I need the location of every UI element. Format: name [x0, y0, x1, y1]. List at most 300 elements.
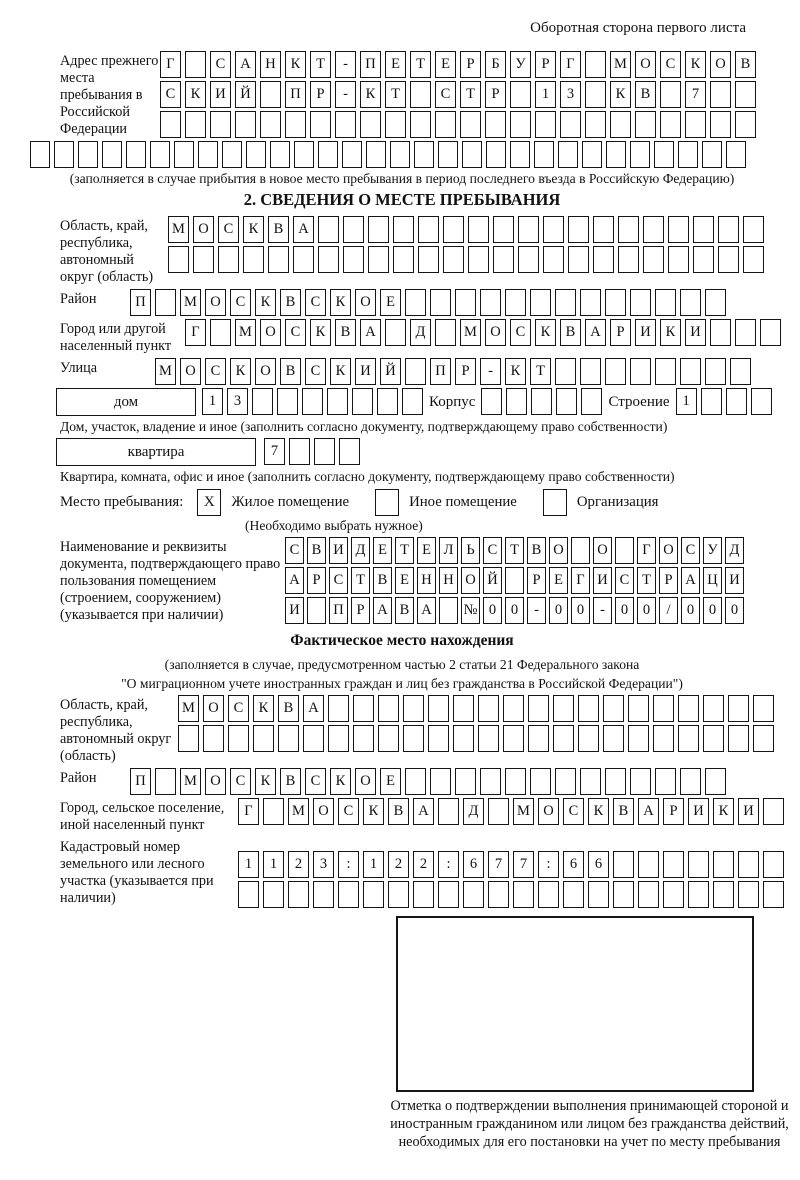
char-cell[interactable]: [613, 881, 634, 908]
char-cell[interactable]: [435, 111, 456, 138]
char-cell[interactable]: [605, 358, 626, 385]
char-cell[interactable]: Р: [351, 597, 370, 624]
char-cell[interactable]: П: [360, 51, 381, 78]
char-cell[interactable]: [678, 725, 699, 752]
char-cell[interactable]: [615, 537, 634, 564]
char-cell[interactable]: [342, 141, 362, 168]
char-cell[interactable]: [726, 141, 746, 168]
char-cell[interactable]: [168, 246, 189, 273]
char-cell[interactable]: Л: [439, 537, 458, 564]
char-cell[interactable]: С: [285, 537, 304, 564]
char-cell[interactable]: [505, 567, 524, 594]
char-cell[interactable]: [678, 695, 699, 722]
char-cell[interactable]: М: [168, 216, 189, 243]
char-cell[interactable]: [603, 725, 624, 752]
char-cell[interactable]: [705, 768, 726, 795]
char-cell[interactable]: Т: [530, 358, 551, 385]
char-cell[interactable]: 1: [676, 388, 697, 415]
char-cell[interactable]: Т: [637, 567, 656, 594]
char-cell[interactable]: П: [285, 81, 306, 108]
char-cell[interactable]: [414, 141, 434, 168]
char-cell[interactable]: А: [638, 798, 659, 825]
char-cell[interactable]: №: [461, 597, 480, 624]
char-cell[interactable]: О: [313, 798, 334, 825]
char-cell[interactable]: [54, 141, 74, 168]
char-cell[interactable]: [443, 246, 464, 273]
char-cell[interactable]: С: [210, 51, 231, 78]
char-cell[interactable]: [505, 768, 526, 795]
char-cell[interactable]: [588, 881, 609, 908]
char-cell[interactable]: [735, 81, 756, 108]
char-cell[interactable]: [185, 51, 206, 78]
char-cell[interactable]: [366, 141, 386, 168]
char-cell[interactable]: Р: [527, 567, 546, 594]
char-cell[interactable]: В: [268, 216, 289, 243]
char-cell[interactable]: Р: [535, 51, 556, 78]
char-cell[interactable]: [643, 246, 664, 273]
char-cell[interactable]: К: [253, 695, 274, 722]
char-cell[interactable]: [535, 111, 556, 138]
char-cell[interactable]: [263, 881, 284, 908]
char-cell[interactable]: [628, 725, 649, 752]
char-cell[interactable]: А: [303, 695, 324, 722]
char-cell[interactable]: [702, 141, 722, 168]
char-cell[interactable]: 1: [535, 81, 556, 108]
char-cell[interactable]: [613, 851, 634, 878]
char-cell[interactable]: [713, 851, 734, 878]
char-cell[interactable]: [263, 798, 284, 825]
char-cell[interactable]: [303, 725, 324, 752]
char-cell[interactable]: [743, 246, 764, 273]
char-cell[interactable]: О: [593, 537, 612, 564]
char-cell[interactable]: [438, 798, 459, 825]
char-cell[interactable]: М: [180, 768, 201, 795]
char-cell[interactable]: [585, 51, 606, 78]
char-cell[interactable]: [763, 798, 784, 825]
char-cell[interactable]: 2: [413, 851, 434, 878]
char-cell[interactable]: У: [703, 537, 722, 564]
char-cell[interactable]: Ь: [461, 537, 480, 564]
char-cell[interactable]: [763, 851, 784, 878]
char-cell[interactable]: [252, 388, 273, 415]
char-cell[interactable]: В: [735, 51, 756, 78]
char-cell[interactable]: :: [438, 851, 459, 878]
char-cell[interactable]: О: [538, 798, 559, 825]
char-cell[interactable]: [405, 768, 426, 795]
char-cell[interactable]: [260, 81, 281, 108]
char-cell[interactable]: [730, 358, 751, 385]
char-cell[interactable]: А: [235, 51, 256, 78]
char-cell[interactable]: К: [535, 319, 556, 346]
char-cell[interactable]: Н: [439, 567, 458, 594]
char-cell[interactable]: 3: [560, 81, 581, 108]
checkbox-organization[interactable]: [543, 489, 567, 516]
char-cell[interactable]: Р: [460, 51, 481, 78]
char-cell[interactable]: [593, 246, 614, 273]
char-cell[interactable]: О: [635, 51, 656, 78]
char-cell[interactable]: [493, 216, 514, 243]
char-cell[interactable]: [703, 725, 724, 752]
char-cell[interactable]: [488, 881, 509, 908]
char-cell[interactable]: [174, 141, 194, 168]
char-cell[interactable]: [728, 695, 749, 722]
char-cell[interactable]: [680, 289, 701, 316]
char-cell[interactable]: [738, 881, 759, 908]
char-cell[interactable]: [643, 216, 664, 243]
char-cell[interactable]: [760, 319, 781, 346]
char-cell[interactable]: П: [329, 597, 348, 624]
char-cell[interactable]: [718, 246, 739, 273]
char-cell[interactable]: [663, 881, 684, 908]
char-cell[interactable]: К: [588, 798, 609, 825]
char-cell[interactable]: И: [593, 567, 612, 594]
char-cell[interactable]: [393, 216, 414, 243]
char-cell[interactable]: [235, 111, 256, 138]
char-cell[interactable]: И: [329, 537, 348, 564]
char-cell[interactable]: Т: [395, 537, 414, 564]
char-cell[interactable]: [468, 216, 489, 243]
char-cell[interactable]: С: [230, 768, 251, 795]
char-cell[interactable]: С: [228, 695, 249, 722]
char-cell[interactable]: Т: [310, 51, 331, 78]
char-cell[interactable]: [580, 289, 601, 316]
char-cell[interactable]: [428, 695, 449, 722]
char-cell[interactable]: Е: [395, 567, 414, 594]
char-cell[interactable]: Т: [385, 81, 406, 108]
char-cell[interactable]: М: [288, 798, 309, 825]
char-cell[interactable]: [198, 141, 218, 168]
char-cell[interactable]: [530, 768, 551, 795]
char-cell[interactable]: [385, 111, 406, 138]
char-cell[interactable]: [385, 319, 406, 346]
char-cell[interactable]: [678, 141, 698, 168]
char-cell[interactable]: С: [435, 81, 456, 108]
char-cell[interactable]: [410, 81, 431, 108]
char-cell[interactable]: [403, 695, 424, 722]
char-cell[interactable]: [538, 881, 559, 908]
char-cell[interactable]: Г: [238, 798, 259, 825]
char-cell[interactable]: А: [681, 567, 700, 594]
char-cell[interactable]: [390, 141, 410, 168]
char-cell[interactable]: [581, 388, 602, 415]
char-cell[interactable]: [294, 141, 314, 168]
char-cell[interactable]: [430, 289, 451, 316]
char-cell[interactable]: Б: [485, 51, 506, 78]
char-cell[interactable]: [327, 388, 348, 415]
char-cell[interactable]: К: [610, 81, 631, 108]
char-cell[interactable]: С: [305, 358, 326, 385]
char-cell[interactable]: В: [280, 289, 301, 316]
char-cell[interactable]: [222, 141, 242, 168]
char-cell[interactable]: [318, 141, 338, 168]
char-cell[interactable]: [403, 725, 424, 752]
char-cell[interactable]: [580, 358, 601, 385]
char-cell[interactable]: Д: [725, 537, 744, 564]
char-cell[interactable]: К: [330, 768, 351, 795]
char-cell[interactable]: [228, 725, 249, 752]
char-cell[interactable]: С: [563, 798, 584, 825]
char-cell[interactable]: [353, 695, 374, 722]
char-cell[interactable]: В: [373, 567, 392, 594]
char-cell[interactable]: 0: [681, 597, 700, 624]
char-cell[interactable]: 7: [685, 81, 706, 108]
char-cell[interactable]: [393, 246, 414, 273]
char-cell[interactable]: [710, 81, 731, 108]
char-cell[interactable]: [246, 141, 266, 168]
char-cell[interactable]: [288, 881, 309, 908]
char-cell[interactable]: В: [280, 358, 301, 385]
char-cell[interactable]: [453, 695, 474, 722]
char-cell[interactable]: -: [480, 358, 501, 385]
char-cell[interactable]: Т: [460, 81, 481, 108]
char-cell[interactable]: [463, 881, 484, 908]
char-cell[interactable]: [293, 246, 314, 273]
char-cell[interactable]: [150, 141, 170, 168]
char-cell[interactable]: [428, 725, 449, 752]
char-cell[interactable]: [506, 388, 527, 415]
char-cell[interactable]: 7: [264, 438, 285, 465]
char-cell[interactable]: К: [310, 319, 331, 346]
char-cell[interactable]: А: [293, 216, 314, 243]
char-cell[interactable]: [555, 768, 576, 795]
char-cell[interactable]: [705, 289, 726, 316]
char-cell[interactable]: К: [185, 81, 206, 108]
char-cell[interactable]: [738, 851, 759, 878]
char-cell[interactable]: [555, 289, 576, 316]
char-cell[interactable]: [178, 725, 199, 752]
char-cell[interactable]: [668, 216, 689, 243]
char-cell[interactable]: М: [180, 289, 201, 316]
char-cell[interactable]: [410, 111, 431, 138]
char-cell[interactable]: М: [460, 319, 481, 346]
char-cell[interactable]: [543, 246, 564, 273]
char-cell[interactable]: [638, 881, 659, 908]
char-cell[interactable]: [478, 725, 499, 752]
char-cell[interactable]: [618, 246, 639, 273]
char-cell[interactable]: И: [688, 798, 709, 825]
char-cell[interactable]: 2: [288, 851, 309, 878]
char-cell[interactable]: [680, 358, 701, 385]
char-cell[interactable]: [530, 289, 551, 316]
char-cell[interactable]: [655, 358, 676, 385]
char-cell[interactable]: [585, 81, 606, 108]
char-cell[interactable]: /: [659, 597, 678, 624]
char-cell[interactable]: О: [710, 51, 731, 78]
char-cell[interactable]: [558, 141, 578, 168]
char-cell[interactable]: М: [155, 358, 176, 385]
char-cell[interactable]: П: [130, 289, 151, 316]
char-cell[interactable]: -: [335, 51, 356, 78]
char-cell[interactable]: Д: [410, 319, 431, 346]
char-cell[interactable]: И: [725, 567, 744, 594]
char-cell[interactable]: [563, 881, 584, 908]
char-cell[interactable]: [534, 141, 554, 168]
char-cell[interactable]: С: [660, 51, 681, 78]
char-cell[interactable]: [553, 725, 574, 752]
char-cell[interactable]: П: [130, 768, 151, 795]
char-cell[interactable]: У: [510, 51, 531, 78]
char-cell[interactable]: [486, 141, 506, 168]
char-cell[interactable]: [510, 111, 531, 138]
char-cell[interactable]: [343, 246, 364, 273]
char-cell[interactable]: О: [485, 319, 506, 346]
char-cell[interactable]: [655, 768, 676, 795]
char-cell[interactable]: Е: [373, 537, 392, 564]
char-cell[interactable]: [203, 725, 224, 752]
char-cell[interactable]: 3: [227, 388, 248, 415]
char-cell[interactable]: 3: [313, 851, 334, 878]
char-cell[interactable]: О: [549, 537, 568, 564]
char-cell[interactable]: [318, 246, 339, 273]
char-cell[interactable]: [605, 768, 626, 795]
char-cell[interactable]: О: [180, 358, 201, 385]
char-cell[interactable]: В: [527, 537, 546, 564]
char-cell[interactable]: [568, 216, 589, 243]
char-cell[interactable]: И: [210, 81, 231, 108]
char-cell[interactable]: К: [713, 798, 734, 825]
char-cell[interactable]: [278, 725, 299, 752]
char-cell[interactable]: [713, 881, 734, 908]
char-cell[interactable]: [30, 141, 50, 168]
char-cell[interactable]: [155, 768, 176, 795]
char-cell[interactable]: К: [255, 289, 276, 316]
char-cell[interactable]: [443, 216, 464, 243]
char-cell[interactable]: [218, 246, 239, 273]
char-cell[interactable]: М: [178, 695, 199, 722]
char-cell[interactable]: [654, 141, 674, 168]
char-cell[interactable]: К: [363, 798, 384, 825]
char-cell[interactable]: А: [360, 319, 381, 346]
char-cell[interactable]: [543, 216, 564, 243]
char-cell[interactable]: В: [335, 319, 356, 346]
char-cell[interactable]: [193, 246, 214, 273]
char-cell[interactable]: О: [193, 216, 214, 243]
char-cell[interactable]: [455, 768, 476, 795]
char-cell[interactable]: М: [610, 51, 631, 78]
char-cell[interactable]: Р: [307, 567, 326, 594]
char-cell[interactable]: О: [205, 289, 226, 316]
char-cell[interactable]: -: [527, 597, 546, 624]
char-cell[interactable]: Р: [659, 567, 678, 594]
char-cell[interactable]: К: [230, 358, 251, 385]
char-cell[interactable]: [478, 695, 499, 722]
char-cell[interactable]: [335, 111, 356, 138]
char-cell[interactable]: [78, 141, 98, 168]
char-cell[interactable]: [582, 141, 602, 168]
char-cell[interactable]: И: [738, 798, 759, 825]
char-cell[interactable]: [493, 246, 514, 273]
char-cell[interactable]: [513, 881, 534, 908]
char-cell[interactable]: Д: [463, 798, 484, 825]
char-cell[interactable]: -: [335, 81, 356, 108]
char-cell[interactable]: [630, 358, 651, 385]
char-cell[interactable]: [660, 111, 681, 138]
char-cell[interactable]: М: [235, 319, 256, 346]
char-cell[interactable]: Г: [571, 567, 590, 594]
char-cell[interactable]: [593, 216, 614, 243]
char-cell[interactable]: К: [360, 81, 381, 108]
char-cell[interactable]: Е: [549, 567, 568, 594]
char-cell[interactable]: 0: [637, 597, 656, 624]
char-cell[interactable]: [307, 597, 326, 624]
char-cell[interactable]: [289, 438, 310, 465]
char-cell[interactable]: [480, 768, 501, 795]
char-cell[interactable]: [210, 319, 231, 346]
char-cell[interactable]: Й: [483, 567, 502, 594]
char-cell[interactable]: [653, 725, 674, 752]
char-cell[interactable]: [510, 81, 531, 108]
char-cell[interactable]: [655, 289, 676, 316]
char-cell[interactable]: К: [255, 768, 276, 795]
char-cell[interactable]: Г: [160, 51, 181, 78]
char-cell[interactable]: [377, 388, 398, 415]
char-cell[interactable]: 1: [238, 851, 259, 878]
char-cell[interactable]: С: [218, 216, 239, 243]
char-cell[interactable]: Р: [455, 358, 476, 385]
char-cell[interactable]: [568, 246, 589, 273]
char-cell[interactable]: [210, 111, 231, 138]
char-cell[interactable]: [243, 246, 264, 273]
char-cell[interactable]: 6: [463, 851, 484, 878]
char-cell[interactable]: 0: [549, 597, 568, 624]
char-cell[interactable]: [610, 111, 631, 138]
char-cell[interactable]: [418, 246, 439, 273]
char-cell[interactable]: [438, 881, 459, 908]
char-cell[interactable]: [635, 111, 656, 138]
char-cell[interactable]: О: [205, 768, 226, 795]
char-cell[interactable]: [343, 216, 364, 243]
char-cell[interactable]: О: [355, 289, 376, 316]
char-cell[interactable]: [701, 388, 722, 415]
char-cell[interactable]: Т: [410, 51, 431, 78]
char-cell[interactable]: 1: [263, 851, 284, 878]
char-cell[interactable]: Р: [310, 81, 331, 108]
char-cell[interactable]: [268, 246, 289, 273]
char-cell[interactable]: М: [513, 798, 534, 825]
char-cell[interactable]: [302, 388, 323, 415]
char-cell[interactable]: [418, 216, 439, 243]
char-cell[interactable]: И: [355, 358, 376, 385]
char-cell[interactable]: К: [285, 51, 306, 78]
char-cell[interactable]: [518, 246, 539, 273]
char-cell[interactable]: [753, 695, 774, 722]
char-cell[interactable]: О: [203, 695, 224, 722]
char-cell[interactable]: [277, 388, 298, 415]
char-cell[interactable]: К: [660, 319, 681, 346]
char-cell[interactable]: В: [388, 798, 409, 825]
char-cell[interactable]: -: [593, 597, 612, 624]
char-cell[interactable]: [726, 388, 747, 415]
char-cell[interactable]: [378, 725, 399, 752]
char-cell[interactable]: [480, 289, 501, 316]
char-cell[interactable]: [528, 695, 549, 722]
char-cell[interactable]: [313, 881, 334, 908]
char-cell[interactable]: [578, 725, 599, 752]
char-cell[interactable]: В: [280, 768, 301, 795]
char-cell[interactable]: [413, 881, 434, 908]
char-cell[interactable]: С: [681, 537, 700, 564]
char-cell[interactable]: 1: [363, 851, 384, 878]
char-cell[interactable]: И: [685, 319, 706, 346]
char-cell[interactable]: 0: [725, 597, 744, 624]
char-cell[interactable]: Р: [663, 798, 684, 825]
char-cell[interactable]: [638, 851, 659, 878]
char-cell[interactable]: [510, 141, 530, 168]
char-cell[interactable]: К: [685, 51, 706, 78]
char-cell[interactable]: С: [510, 319, 531, 346]
checkbox-residential[interactable]: X: [197, 489, 221, 516]
char-cell[interactable]: В: [635, 81, 656, 108]
